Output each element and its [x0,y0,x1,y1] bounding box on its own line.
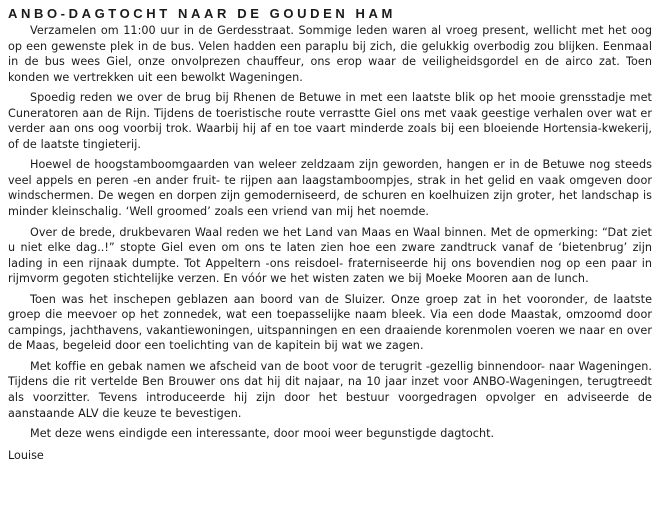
paragraph-5: Toen was het inschepen geblazen aan boord van de Sluizer. Onze groep zat in het vooronder, de laatste groep die meevoer op het zonnedek, wat een toepasselijke naam bleek. Via een dode Maastak, omzoomd door campings, jachthavens, vakantiewoningen, uitspanningen en een draaiende korenmolen voeren we naar en over de Maas, begeleid door een toelichting van de kapitein bij wat we zagen. [8,292,652,353]
paragraph-3: Hoewel de hoogstamboomgaarden van weleer zeldzaam zijn geworden, hangen er in de Betuwe nog steeds veel appels en peren -en ander fruit- te rijpen aan laagstamboompjes, strak in het gelid en vaak omgeven door windschermen. De wegen en dorpen zijn gemoderniseerd, de schuren en koelhuizen zijn groter, het landschap is minder kleinschalig. ‘Well groomed’ zoals een vriend van mij het noemde. [8,158,652,219]
author-signature: Louise [8,448,44,462]
paragraph-1: Verzamelen om 11:00 uur in de Gerdesstraat. Sommige leden waren al vroeg present, wellicht met het oog op een gewenste plek in de bus. Velen hadden een paraplu bij zich, die gelukkig overbodig zou blijken. Eenmaal in de bus wees Giel, onze onvolprezen chauffeur, ons erop waar de veiligheidsgordel en de airco zat. Toen konden we vertrekken uit een bewolkt Wageningen. [8,24,652,84]
article [8,6,652,463]
paragraph-2: Spoedig reden we over de brug bij Rhenen de Betuwe in met een laatste blik op het mooie grensstadje met Cuneratoren aan de Rijn. Tijdens de toeristische route verrastte Giel ons met vaak geestige verhalen over wat er verder aan ons oog voorbij trok. Waarbij hij af en toe vaart minderde zoals bij een bloeiende Hortensia-kwekerij, of de laatste tingieterij. [8,91,652,151]
paragraph-7: Met deze wens eindigde een interessante, door mooi weer begunstigde dagtocht. [30,427,495,441]
article-title: ANBO-DAGTOCHT NAAR DE GOUDEN HAM [8,6,396,21]
paragraph-6: Met koffie en gebak namen we afscheid van de boot voor de terugrit -gezellig binnendoor- naar Wageningen. Tijdens die rit vertelde Ben Brouwer ons dat hij dit najaar, na 10 jaar inzet voor ANBO-Wageningen, terugtreedt als voorzitter. Tevens introduceerde hij zijn door het bestuur voorgedragen opvolger en adviseerde de aanstaande ALV die keuze te bevestigen. [8,359,652,420]
paragraph-4: Over de brede, drukbevaren Waal reden we het Land van Maas en Waal binnen. Met de opmerking: “Dat ziet u niet elke dag..!” stopte Giel even om ons te laten zien hoe een zware zandtruck vanaf de ‘bietenbrug’ zijn lading in een rijnaak dumpte. Tot Appeltern -ons reisdoel- fraterniseerde hij ons bovendien nog op een paar in rijmvorm gegoten stichtelijke verzen. En vóór we het wisten zaten we bij Moeke Mooren aan de lunch. [8,225,652,286]
